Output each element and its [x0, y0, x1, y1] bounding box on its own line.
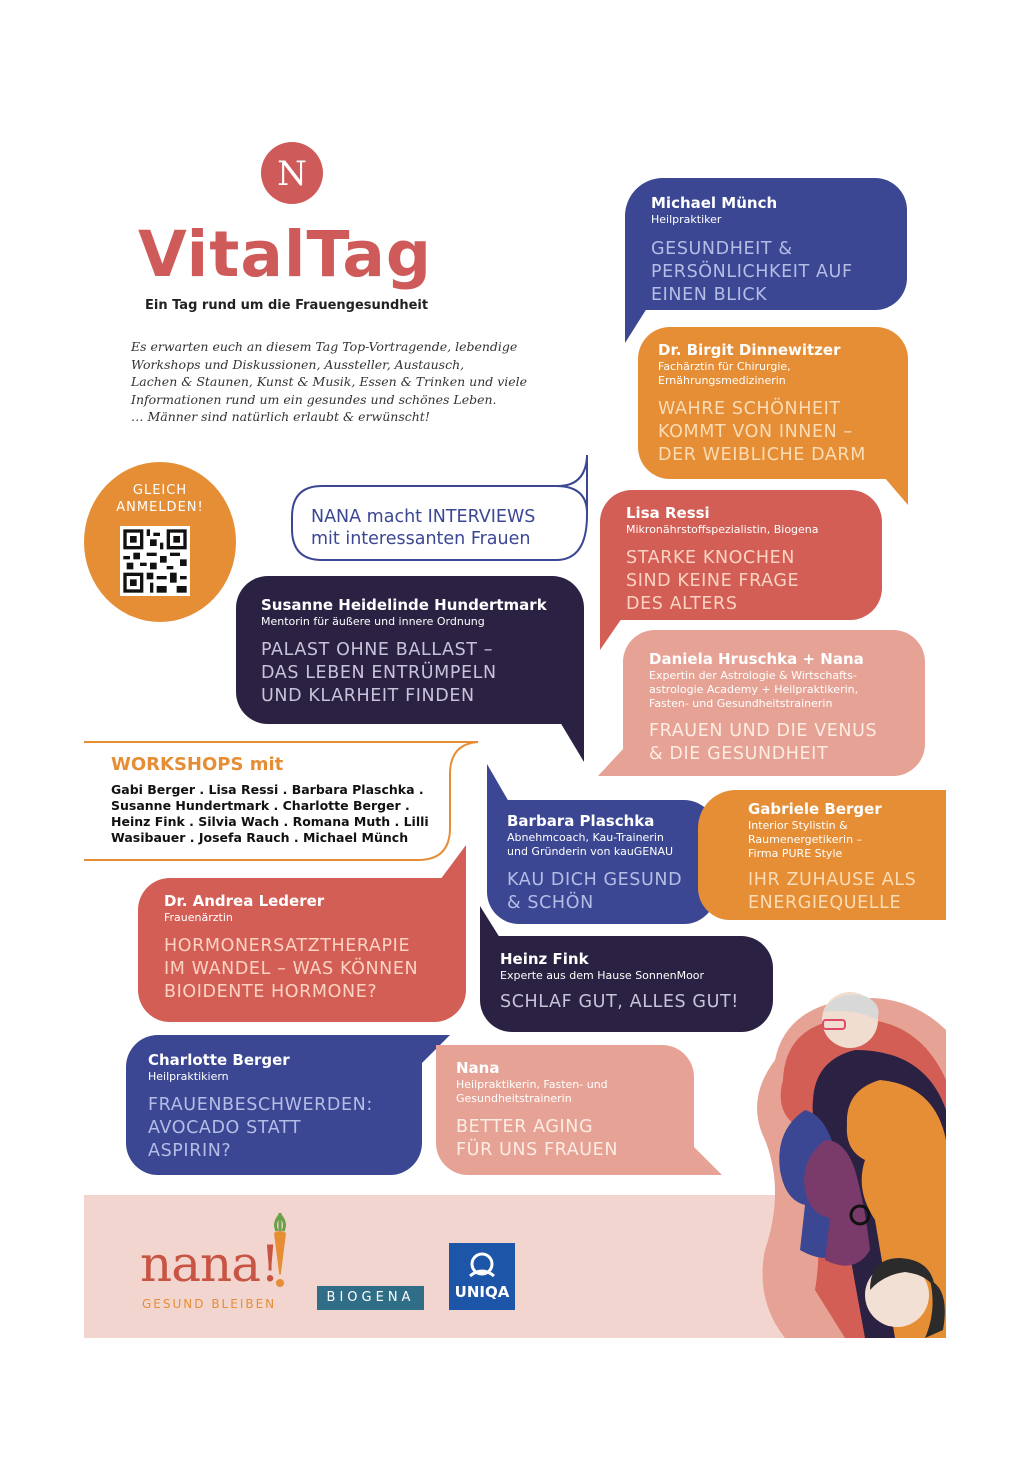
speaker-card-michael-muench: [625, 178, 907, 310]
bubble-tail: [560, 722, 584, 762]
talk-title: FRAUENBESCHWERDEN: AVOCADO STATT ASPIRIN?: [148, 1095, 373, 1161]
intro-text: Es erwarten euch an diesem Tag Top-Vortragende, lebendige Workshops und Diskussionen, Aussteller, Austausch, Lachen & Staunen, Kunst & Musik, Essen & Trinken und viele Informationen rund um ein gesundes und schönes Leben. … Männer sind natürlich erlaubt & erwünscht!: [131, 339, 528, 424]
biogena-logo[interactable]: BIOGENA: [317, 1286, 424, 1310]
speaker-name: Charlotte Berger: [148, 1051, 290, 1069]
speaker-role: Experte aus dem Hause SonnenMoor: [500, 969, 705, 982]
speaker-name: Susanne Heidelinde Hundertmark: [261, 596, 547, 614]
bubble-tail: [440, 845, 466, 880]
brand-logo: [261, 142, 323, 204]
signup-badge[interactable]: [84, 462, 236, 622]
talk-title: WAHRE SCHÖNHEIT KOMMT VON INNEN – DER WEIBLICHE DARM: [658, 399, 866, 465]
speaker-card-charlotte-berger: [126, 1035, 422, 1175]
speaker-role: Mentorin für äußere und innere Ordnung: [261, 615, 485, 628]
bubble-tail: [487, 764, 509, 802]
bubble-tail: [884, 477, 908, 505]
speaker-role: Heilpraktikiern: [148, 1070, 229, 1083]
speaker-name: Gabriele Berger: [748, 800, 882, 818]
signup-text: GLEICH ANMELDEN!: [116, 483, 204, 515]
talk-title: HORMONERSATZTHERAPIE IM WANDEL – WAS KÖNNEN BIOIDENTE HORMONE?: [164, 936, 419, 1002]
speaker-card-nana: [436, 1045, 694, 1175]
speaker-card-birgit-dinnewitzer: [638, 327, 908, 479]
speaker-role: Heilpraktikerin, Fasten- und Gesundheitstrainerin: [456, 1078, 608, 1105]
nana-tagline: GESUND BLEIBEN: [142, 1297, 277, 1311]
talk-title: IHR ZUHAUSE ALS ENERGIEQUELLE: [748, 870, 917, 913]
interviews-text: NANA macht INTERVIEWS mit interessanten Frauen: [311, 507, 536, 549]
speaker-name: Dr. Andrea Lederer: [164, 892, 325, 910]
speaker-card-gabriele-berger: [698, 790, 946, 920]
workshops-list: Gabi Berger . Lisa Ressi . Barbara Plaschka . Susanne Hundertmark . Charlotte Berger . Heinz Fink . Silvia Wach . Romana Muth . Lilli Wasibauer . Josefa Rauch . Michael Münch: [111, 782, 429, 845]
speaker-card-lisa-ressi: [600, 490, 882, 620]
speaker-name: Lisa Ressi: [626, 504, 710, 522]
speaker-role: Frauenärztin: [164, 911, 233, 924]
speaker-name: Michael Münch: [651, 194, 778, 212]
talk-title: SCHLAF GUT, ALLES GUT!: [500, 992, 739, 1012]
talk-title: GESUNDHEIT & PERSÖNLICHKEIT AUF EINEN BLICK: [651, 239, 853, 305]
speaker-card-daniela-hruschka: [623, 630, 925, 776]
speaker-name: Heinz Fink: [500, 950, 589, 968]
bubble-tail: [480, 906, 500, 938]
nana-logo-text: nana!: [140, 1235, 280, 1293]
speaker-card-susanne-hundertmark: [236, 576, 584, 724]
page-subtitle: Ein Tag rund um die Frauengesundheit: [145, 298, 429, 313]
uniqa-text: UNIQA: [454, 1283, 510, 1301]
talk-title: KAU DICH GESUND & SCHÖN: [507, 870, 683, 913]
nana-logo[interactable]: [140, 1215, 300, 1315]
logo-letter: N: [277, 154, 307, 194]
bubble-tail: [598, 748, 624, 776]
page-title: VitalTag: [138, 218, 432, 291]
speaker-name: Barbara Plaschka: [507, 812, 655, 830]
speaker-role: Mikronährstoffspezialistin, Biogena: [626, 523, 819, 536]
speaker-role: Expertin der Astrologie & Wirtschafts- astrologie Academy + Heilpraktikerin, Fasten- und Gesundheitstrainerin: [649, 669, 859, 710]
speaker-name: Nana: [456, 1059, 500, 1077]
workshops-title: WORKSHOPS mit: [111, 754, 284, 775]
speaker-role: Heilpraktiker: [651, 213, 722, 226]
speaker-role: Abnehmcoach, Kau-Trainerin und Gründerin von kauGENAU: [507, 831, 674, 858]
uniqa-logo[interactable]: [449, 1243, 515, 1310]
speaker-card-andrea-lederer: [138, 878, 466, 1022]
qr-code-icon[interactable]: [120, 526, 190, 596]
speaker-card-barbara-plaschka: [487, 800, 716, 924]
talk-title: BETTER AGING FÜR UNS FRAUEN: [456, 1117, 619, 1160]
talk-title: PALAST OHNE BALLAST – DAS LEBEN ENTRÜMPELN UND KLARHEIT FINDEN: [261, 640, 497, 706]
talk-title: FRAUEN UND DIE VENUS & DIE GESUNDHEIT: [649, 721, 878, 764]
talk-title: STARKE KNOCHEN SIND KEINE FRAGE DES ALTERS: [626, 548, 800, 614]
speaker-name: Dr. Birgit Dinnewitzer: [658, 341, 841, 359]
women-illustration: [705, 990, 946, 1338]
uniqa-emblem-icon: [467, 1252, 497, 1278]
speaker-name: Daniela Hruschka + Nana: [649, 650, 864, 668]
speaker-role: Interior Stylistin & Raumenergetikerin – Firma PURE Style: [748, 819, 863, 860]
speaker-role: Fachärztin für Chirurgie, Ernährungsmedizinerin: [658, 360, 791, 387]
bubble-tail: [600, 618, 622, 650]
